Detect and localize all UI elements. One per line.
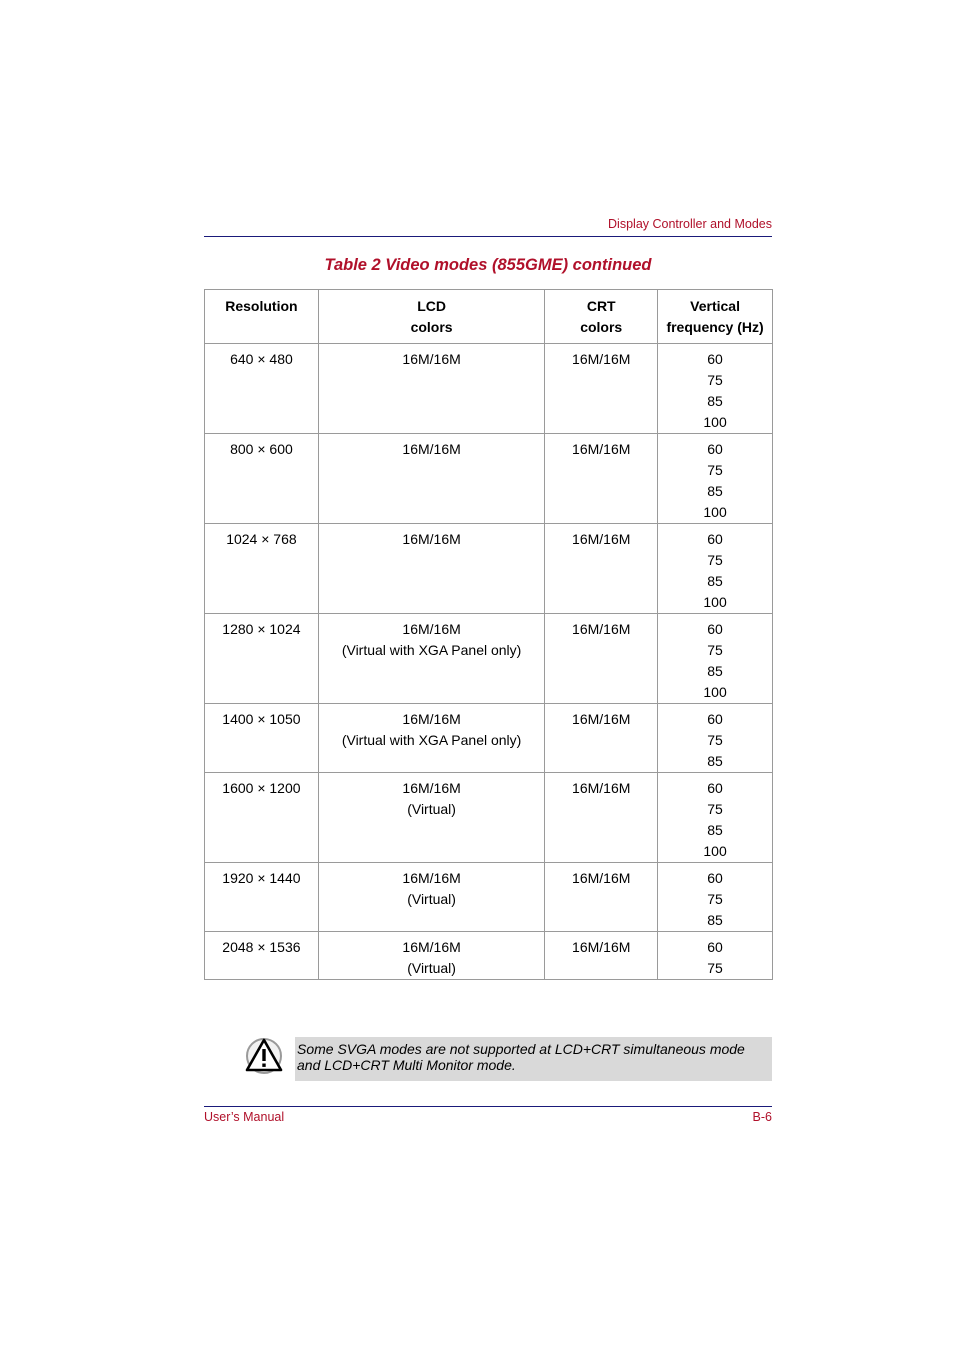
cell-frequency xyxy=(658,704,773,773)
cell-line: 60 xyxy=(707,621,723,637)
cell-line: 60 xyxy=(707,870,723,886)
cell-frequency xyxy=(658,344,773,434)
footer-divider xyxy=(204,1106,772,1107)
cell-lcd-colors xyxy=(318,614,544,704)
cell-frequency xyxy=(658,524,773,614)
cell-crt-colors: 16M/16M xyxy=(545,614,658,704)
cell-line: 60 xyxy=(707,780,723,796)
cell-resolution: 640 × 480 xyxy=(205,344,319,434)
cell-crt-colors: 16M/16M xyxy=(545,773,658,863)
cell-line: 85 xyxy=(707,912,723,928)
cell-resolution: 1920 × 1440 xyxy=(205,863,319,932)
header-line: Resolution xyxy=(225,298,298,314)
table-row xyxy=(205,704,773,773)
cell-resolution: 800 × 600 xyxy=(205,434,319,524)
cell-line: 16M/16M xyxy=(402,351,461,367)
cell-line: 75 xyxy=(707,960,723,976)
header-line: colors xyxy=(410,319,453,335)
warning-icon xyxy=(244,1036,284,1076)
cell-line: 75 xyxy=(707,462,723,478)
cell-line: 16M/16M xyxy=(402,441,461,457)
cell-crt-colors: 16M/16M xyxy=(545,434,658,524)
cell-line: 75 xyxy=(707,372,723,388)
video-modes-table xyxy=(204,289,773,980)
cell-line: (Virtual) xyxy=(407,801,456,817)
table-row xyxy=(205,863,773,932)
running-header: Display Controller and Modes xyxy=(608,217,772,231)
cell-lcd-colors xyxy=(318,863,544,932)
cell-resolution: 2048 × 1536 xyxy=(205,932,319,980)
cell-line: 100 xyxy=(703,594,727,610)
cell-line: 60 xyxy=(707,531,723,547)
cell-line: 60 xyxy=(707,711,723,727)
header-line: frequency (Hz) xyxy=(666,319,764,335)
cell-crt-colors: 16M/16M xyxy=(545,704,658,773)
cell-crt-colors: 16M/16M xyxy=(545,344,658,434)
cell-line: 16M/16M xyxy=(402,621,461,637)
cell-line: 85 xyxy=(707,822,723,838)
cell-lcd-colors xyxy=(318,524,544,614)
table-row xyxy=(205,932,773,980)
header-line: Vertical xyxy=(690,298,740,314)
table-row xyxy=(205,614,773,704)
cell-line: 16M/16M xyxy=(402,711,461,727)
cell-lcd-colors xyxy=(318,704,544,773)
cell-line: 75 xyxy=(707,732,723,748)
header-line: CRT xyxy=(586,298,616,314)
cell-line: 16M/16M xyxy=(402,780,461,796)
cell-line: 85 xyxy=(707,663,723,679)
page-number: B-6 xyxy=(752,1110,772,1124)
caution-note xyxy=(295,1037,772,1081)
table-row xyxy=(205,773,773,863)
cell-line: 85 xyxy=(707,753,723,769)
cell-line: 100 xyxy=(703,414,727,430)
cell-lcd-colors xyxy=(318,773,544,863)
note-line: and LCD+CRT Multi Monitor mode. xyxy=(297,1057,516,1073)
cell-line: 85 xyxy=(707,483,723,499)
cell-lcd-colors xyxy=(318,344,544,434)
footer-manual-title: User’s Manual xyxy=(204,1110,285,1124)
cell-line: 75 xyxy=(707,891,723,907)
cell-resolution: 1280 × 1024 xyxy=(205,614,319,704)
cell-line: 85 xyxy=(707,393,723,409)
table-row xyxy=(205,524,773,614)
cell-crt-colors: 16M/16M xyxy=(545,932,658,980)
table-caption: Table 2 Video modes (855GME) continued xyxy=(324,256,652,274)
cell-frequency xyxy=(658,932,773,980)
cell-resolution: 1024 × 768 xyxy=(205,524,319,614)
cell-frequency xyxy=(658,863,773,932)
cell-line: 75 xyxy=(707,801,723,817)
table-row xyxy=(205,434,773,524)
cell-line: 60 xyxy=(707,441,723,457)
header-divider xyxy=(204,236,772,237)
cell-line: 75 xyxy=(707,552,723,568)
header-vertical-frequency xyxy=(658,290,773,344)
cell-frequency xyxy=(658,773,773,863)
table-row xyxy=(205,344,773,434)
cell-line: 100 xyxy=(703,843,727,859)
cell-line: (Virtual) xyxy=(407,960,456,976)
cell-lcd-colors xyxy=(318,434,544,524)
cell-line: 60 xyxy=(707,351,723,367)
note-line: Some SVGA modes are not supported at LCD+CRT simultaneous mode xyxy=(297,1041,745,1057)
cell-line: (Virtual) xyxy=(407,891,456,907)
header-crt-colors xyxy=(545,290,658,344)
cell-line: (Virtual with XGA Panel only) xyxy=(341,642,522,658)
cell-frequency xyxy=(658,434,773,524)
cell-line: 60 xyxy=(707,939,723,955)
cell-line: 100 xyxy=(703,504,727,520)
cell-crt-colors: 16M/16M xyxy=(545,863,658,932)
cell-line: 85 xyxy=(707,573,723,589)
cell-crt-colors: 16M/16M xyxy=(545,524,658,614)
header-lcd-colors xyxy=(318,290,544,344)
cell-line: 100 xyxy=(703,684,727,700)
table-header-row xyxy=(205,290,773,344)
header-resolution xyxy=(205,290,319,344)
cell-line: (Virtual with XGA Panel only) xyxy=(341,732,522,748)
cell-line: 16M/16M xyxy=(402,870,461,886)
cell-frequency xyxy=(658,614,773,704)
cell-resolution: 1400 × 1050 xyxy=(205,704,319,773)
cell-line: 75 xyxy=(707,642,723,658)
header-line: LCD xyxy=(417,298,446,314)
cell-lcd-colors xyxy=(318,932,544,980)
cell-line: 16M/16M xyxy=(402,531,461,547)
cell-line: 16M/16M xyxy=(402,939,461,955)
cell-resolution: 1600 × 1200 xyxy=(205,773,319,863)
header-line: colors xyxy=(580,319,623,335)
